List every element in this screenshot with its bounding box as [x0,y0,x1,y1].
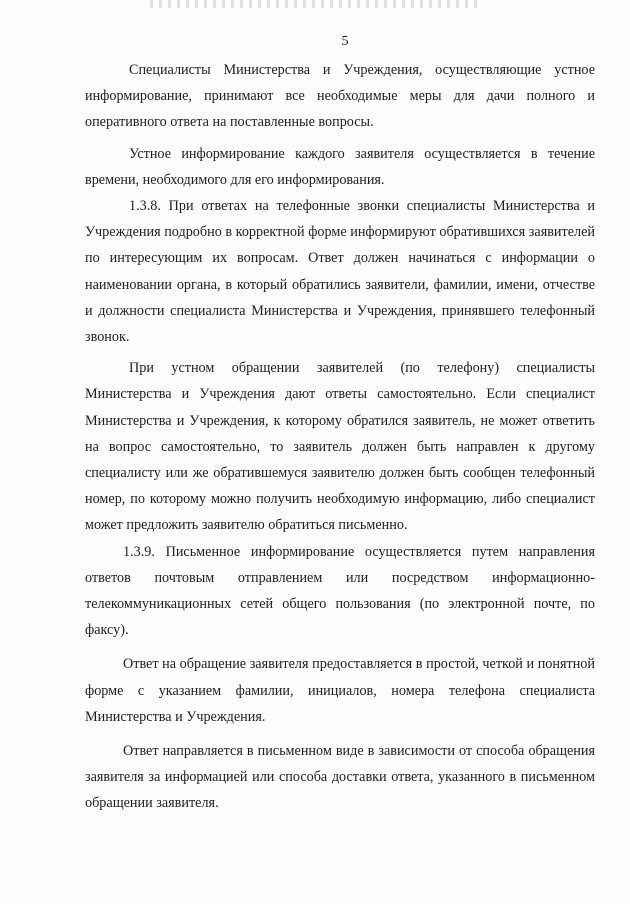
paragraph-7: Ответ направляется в письменном виде в зависимости от способа обращения заявителя за информацией или способа доставки ответа, указанного в письменном обращении заявителя. [85,743,595,812]
paragraph-3: 1.3.8. При ответах на телефонные звонки специалисты Министерства и Учреждения подробно в корректной форме информируют обратившихся заявителей по интересующим их вопросам. Ответ должен начинаться с информации о наименовании органа, в который обратились заявители, фамилии, имени, отчестве и должности специалиста Министерства и Учреждения, принявшего телефонный звонок. [85,198,595,346]
paragraph-4: При устном обращении заявителей (по телефону) специалисты Министерства и Учреждения дают ответы самостоятельно. Если специалист Министерства и Учреждения, к которому обратился заявитель, не может ответить на вопрос самостоятельно, то заявитель должен быть направлен к другому специалисту или же обратившемуся заявителю должен быть сообщен телефонный номер, по которому можно получить необходимую информацию, либо специалист может предложить заявителю обратиться письменно. [85,360,595,534]
paragraph-6: Ответ на обращение заявителя предоставляется в простой, четкой и понятной форме с указанием фамилии, инициалов, номера телефона специалиста Министерства и Учреждения. [85,656,595,725]
scan-artifact [150,0,480,8]
paragraph-1: Специалисты Министерства и Учреждения, осуществляющие устное информирование, принимают все необходимые меры для дачи полного и оперативного ответа на поставленные вопросы. [85,62,595,131]
page-number: 5 [341,34,349,49]
document-body [85,57,595,817]
paragraph-5: 1.3.9. Письменное информирование осуществляется путем направления ответов почтовым отправлением или посредством информационно-телекоммуникационных сетей общего пользования (по электронной почте, по факсу). [85,543,595,639]
paragraph-2: Устное информирование каждого заявителя осуществляется в течение времени, необходимого для его информирования. [85,145,595,188]
